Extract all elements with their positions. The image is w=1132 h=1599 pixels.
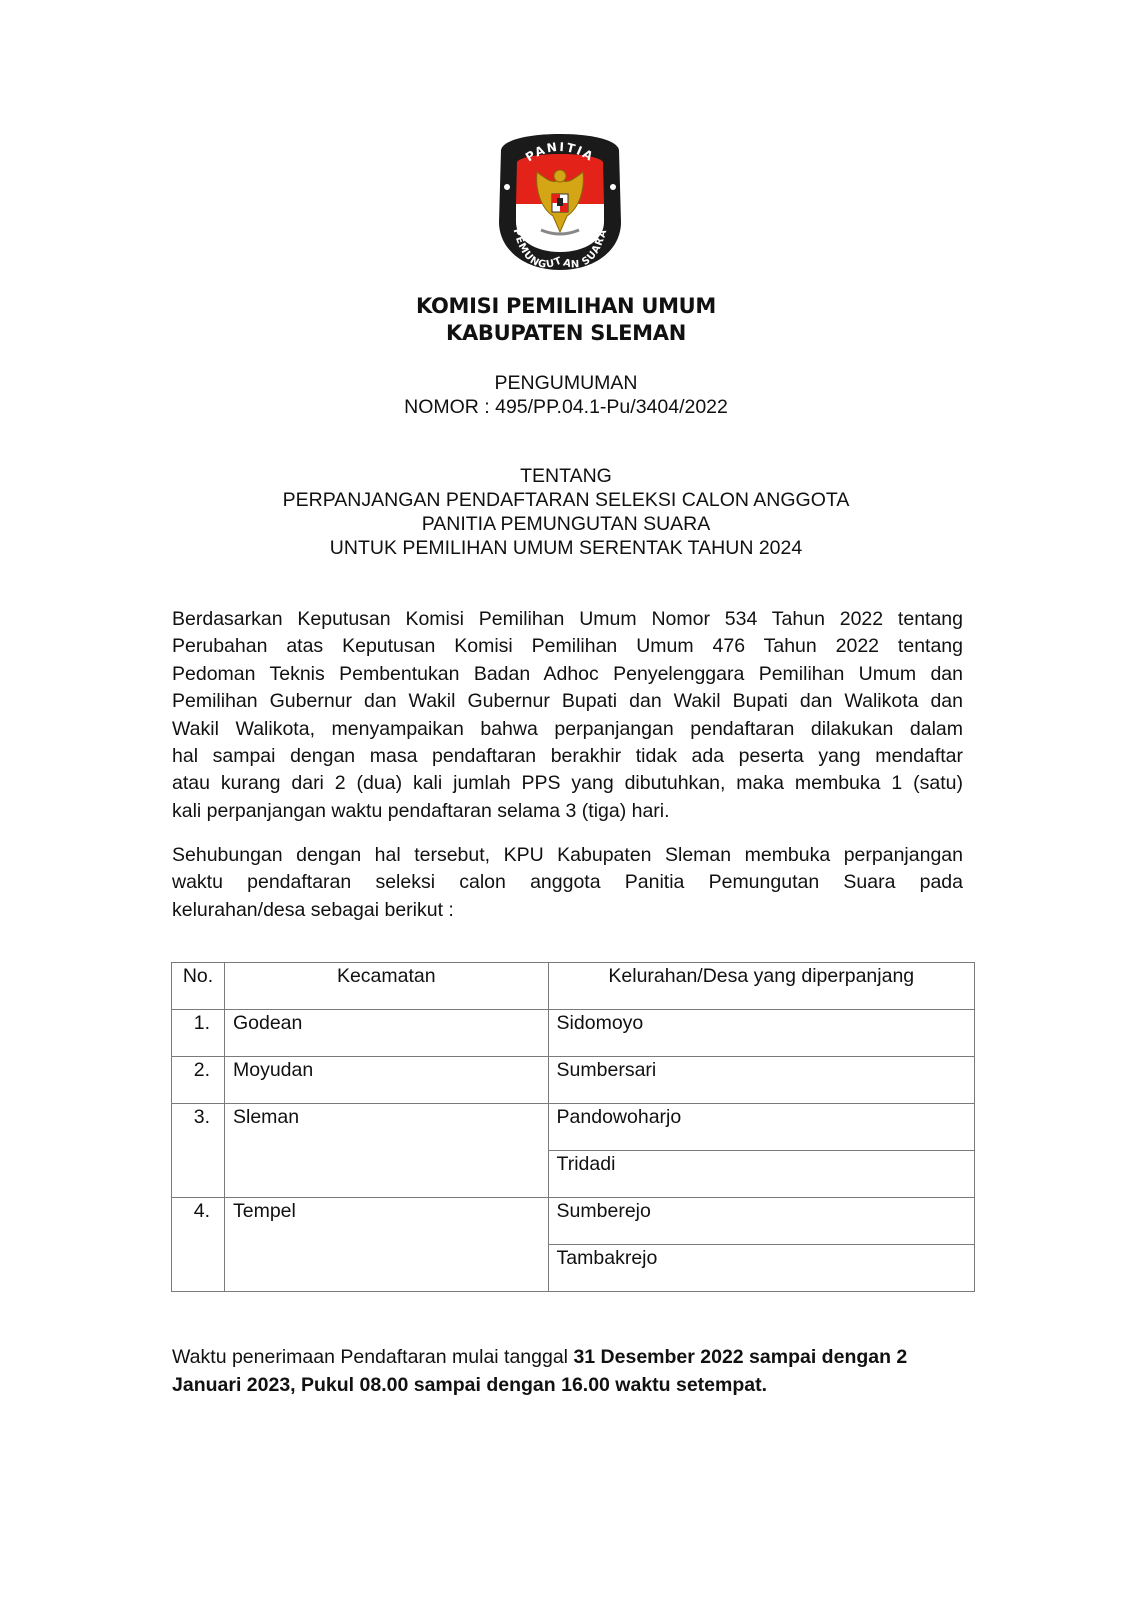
extended-villages-table (171, 962, 975, 1292)
paragraph-line: Pemilihan Gubernur dan Wakil Gubernur Bupati dan Wakil Bupati dan Walikota dan (172, 690, 963, 713)
subject-line-2: PANITIA PEMUNGUTAN SUARA (421, 513, 711, 535)
pps-logo (497, 132, 623, 272)
closing-time-range: Januari 2023, Pukul 08.00 sampai dengan 16.00 waktu setempat. (172, 1373, 768, 1396)
subject-label: TENTANG (520, 465, 612, 487)
svg-text:PANITIA: PANITIA (522, 139, 597, 165)
subject-line-1: PERPANJANGAN PENDAFTARAN SELEKSI CALON ANGGOTA (282, 489, 850, 511)
document-number: NOMOR : 495/PP.04.1-Pu/3404/2022 (404, 396, 728, 418)
column-header-desa: Kelurahan/Desa yang diperpanjang (548, 963, 974, 1010)
desa-cell: Sumberejo (548, 1198, 974, 1245)
row-number: 4. (172, 1198, 225, 1292)
closing-prefix: Waktu penerimaan Pendaftaran mulai tanggal (172, 1346, 574, 1368)
paragraph-line: kali perpanjangan waktu pendaftaran selama 3 (tiga) hari. (172, 799, 670, 822)
closing-date-range: 31 Desember 2022 sampai dengan 2 (573, 1346, 908, 1368)
paragraph-line: Pedoman Teknis Pembentukan Badan Adhoc Penyelenggara Pemilihan Umum dan (172, 662, 963, 685)
org-name-line1: KOMISI PEMILIHAN UMUM (415, 294, 717, 318)
paragraph-line: atau kurang dari 2 (dua) kali jumlah PPS yang dibutuhkan, maka membuka 1 (satu) (172, 772, 963, 795)
paragraph-line: kelurahan/desa sebagai berikut : (172, 898, 454, 921)
kecamatan-cell: Tempel (224, 1198, 548, 1292)
desa-cell: Tridadi (548, 1151, 974, 1198)
document-type: PENGUMUMAN (494, 372, 638, 394)
paragraph-legal-basis (172, 606, 963, 825)
paragraph-line: Perubahan atas Keputusan Komisi Pemilihan Umum 476 Tahun 2022 tentang (172, 635, 963, 658)
org-name-line2: KABUPATEN SLEMAN (445, 321, 686, 345)
desa-cell: Pandowoharjo (548, 1104, 974, 1151)
desa-cell: Sumbersari (548, 1057, 974, 1104)
paragraph-announcement (172, 842, 963, 924)
subject-line-3: UNTUK PEMILIHAN UMUM SERENTAK TAHUN 2024 (329, 537, 803, 559)
kecamatan-cell: Sleman (224, 1104, 548, 1198)
desa-cell: Tambakrejo (548, 1245, 974, 1292)
row-number: 3. (172, 1104, 225, 1198)
column-header-no: No. (172, 963, 225, 1010)
registration-period-text (172, 1344, 972, 1399)
table-row (172, 1057, 975, 1104)
table-row (172, 1198, 975, 1245)
paragraph-line: Wakil Walikota, menyampaikan bahwa perpanjangan pendaftaran dilakukan dalam (172, 717, 963, 740)
svg-text:PEMUNGUTAN SUARA: PEMUNGUTAN SUARA (510, 227, 610, 271)
row-number: 2. (172, 1057, 225, 1104)
table-row (172, 1104, 975, 1151)
row-number: 1. (172, 1010, 225, 1057)
table-row (172, 1010, 975, 1057)
table-header-row (172, 963, 975, 1010)
kecamatan-cell: Godean (224, 1010, 548, 1057)
paragraph-line: hal sampai dengan masa pendaftaran berakhir tidak ada peserta yang mendaftar (172, 744, 963, 767)
column-header-kecamatan: Kecamatan (224, 963, 548, 1010)
paragraph-line: Berdasarkan Keputusan Komisi Pemilihan Umum Nomor 534 Tahun 2022 tentang (172, 608, 963, 630)
paragraph-line: Sehubungan dengan hal tersebut, KPU Kabupaten Sleman membuka perpanjangan (172, 844, 963, 866)
desa-cell: Sidomoyo (548, 1010, 974, 1057)
kecamatan-cell: Moyudan (224, 1057, 548, 1104)
paragraph-line: waktu pendaftaran seleksi calon anggota Panitia Pemungutan Suara pada (172, 871, 963, 894)
